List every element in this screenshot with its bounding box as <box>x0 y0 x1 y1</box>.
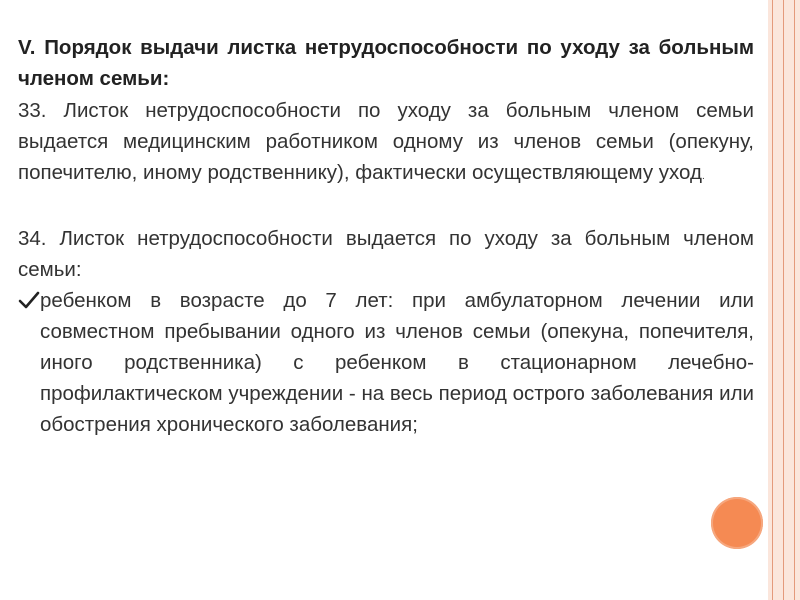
bullet-text: ребенком в возрасте до 7 лет: при амбулаторном лечении или совместном пребывании одного из членов семьи (опекуна, попечителя, иного родственника) с ребенком в стационарном лечебно-профилактическом учреждении - на весь период острого заболевания или обострения хронического заболевания; <box>40 289 754 436</box>
border-line <box>772 0 773 600</box>
border-line <box>783 0 784 600</box>
checkmark-icon <box>18 290 40 310</box>
paragraph-33 <box>18 95 754 192</box>
slide-content <box>18 32 754 440</box>
bullet-item <box>18 285 754 440</box>
paragraph-34: 34. Листок нетрудоспособности выдается по уходу за больным членом семьи: <box>18 227 754 281</box>
border-line <box>794 0 795 600</box>
paragraph-33-period: . <box>701 171 705 182</box>
section-heading: V. Порядок выдачи листка нетрудоспособности по уходу за больным членом семьи: <box>18 36 754 90</box>
paragraph-33-text: 33. Листок нетрудоспособности по уходу за больным членом семьи выдается медицинским работником одному из членов семьи (опекуну, попечителю, иному родственнику), фактически осуществляющему уход <box>18 99 754 184</box>
decorative-circle <box>711 497 763 549</box>
